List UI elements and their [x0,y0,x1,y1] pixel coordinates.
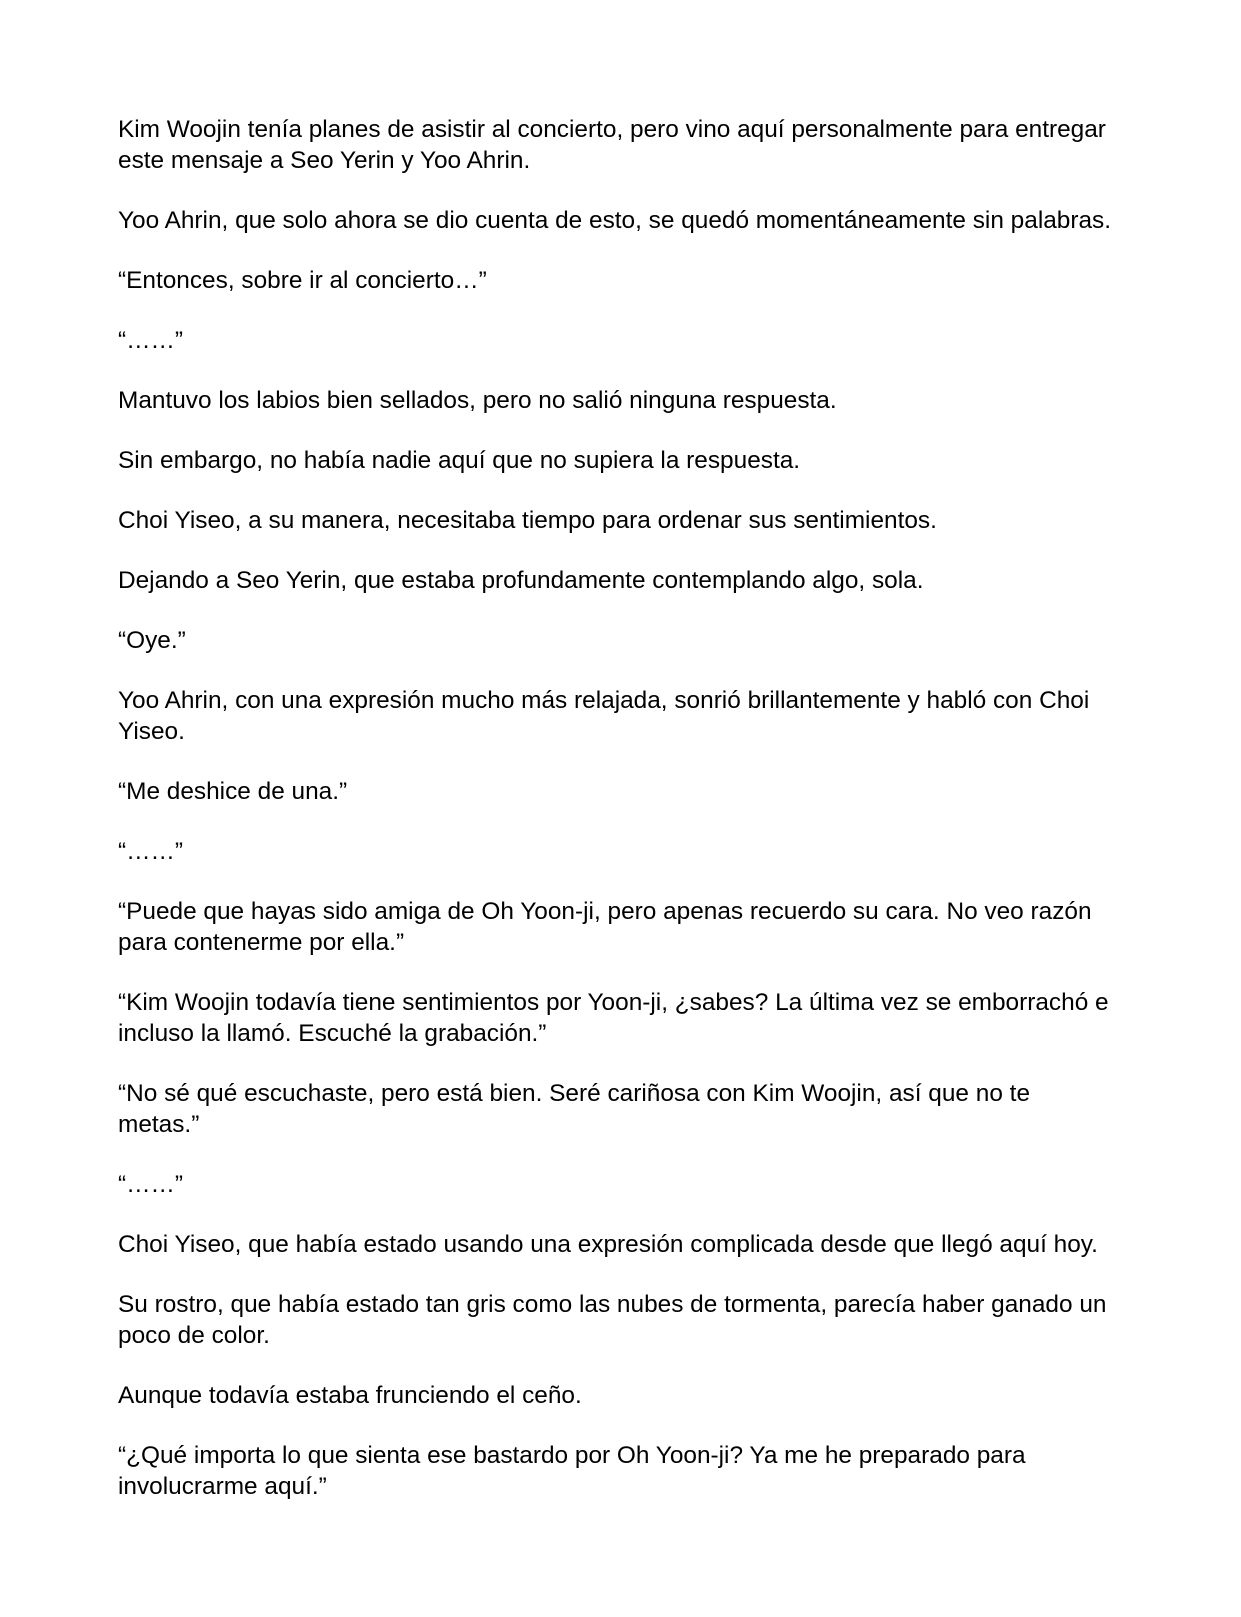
paragraph: Dejando a Seo Yerin, que estaba profundamente contemplando algo, sola. [118,567,924,594]
paragraph: “Oye.” [118,627,186,654]
paragraph: Su rostro, que había estado tan gris como las nubes de tormenta, parecía haber ganado un poco de color. [118,1291,1107,1349]
paragraph: Choi Yiseo, que había estado usando una expresión complicada desde que llegó aquí hoy. [118,1231,1098,1258]
paragraph: Kim Woojin tenía planes de asistir al concierto, pero vino aquí personalmente para entregar este mensaje a Seo Yerin y Yoo Ahrin. [118,116,1106,174]
paragraph: “¿Qué importa lo que sienta ese bastardo por Oh Yoon-ji? Ya me he preparado para involucrarme aquí.” [118,1442,1026,1500]
paragraph: “No sé qué escuchaste, pero está bien. Seré cariñosa con Kim Woojin, así que no te metas.” [118,1080,1031,1138]
paragraph: “Kim Woojin todavía tiene sentimientos por Yoon-ji, ¿sabes? La última vez se emborrachó e incluso la llamó. Escuché la grabación.” [118,989,1109,1047]
document-body [118,114,1118,1531]
paragraph: Yoo Ahrin, con una expresión mucho más relajada, sonrió brillantemente y habló con Choi Yiseo. [118,687,1090,745]
paragraph: “Puede que hayas sido amiga de Oh Yoon-ji, pero apenas recuerdo su cara. No veo razón para contenerme por ella.” [118,898,1092,956]
paragraph: “Me deshice de una.” [118,778,348,805]
paragraph: “……” [118,838,184,865]
paragraph: Sin embargo, no había nadie aquí que no supiera la respuesta. [118,447,801,474]
paragraph: “……” [118,327,184,354]
paragraph: Aunque todavía estaba frunciendo el ceño. [118,1382,582,1409]
paragraph: Choi Yiseo, a su manera, necesitaba tiempo para ordenar sus sentimientos. [118,507,937,534]
paragraph: Yoo Ahrin, que solo ahora se dio cuenta de esto, se quedó momentáneamente sin palabras. [118,207,1112,234]
paragraph: Mantuvo los labios bien sellados, pero no salió ninguna respuesta. [118,387,837,414]
paragraph: “……” [118,1171,184,1198]
paragraph: “Entonces, sobre ir al concierto…” [118,267,487,294]
